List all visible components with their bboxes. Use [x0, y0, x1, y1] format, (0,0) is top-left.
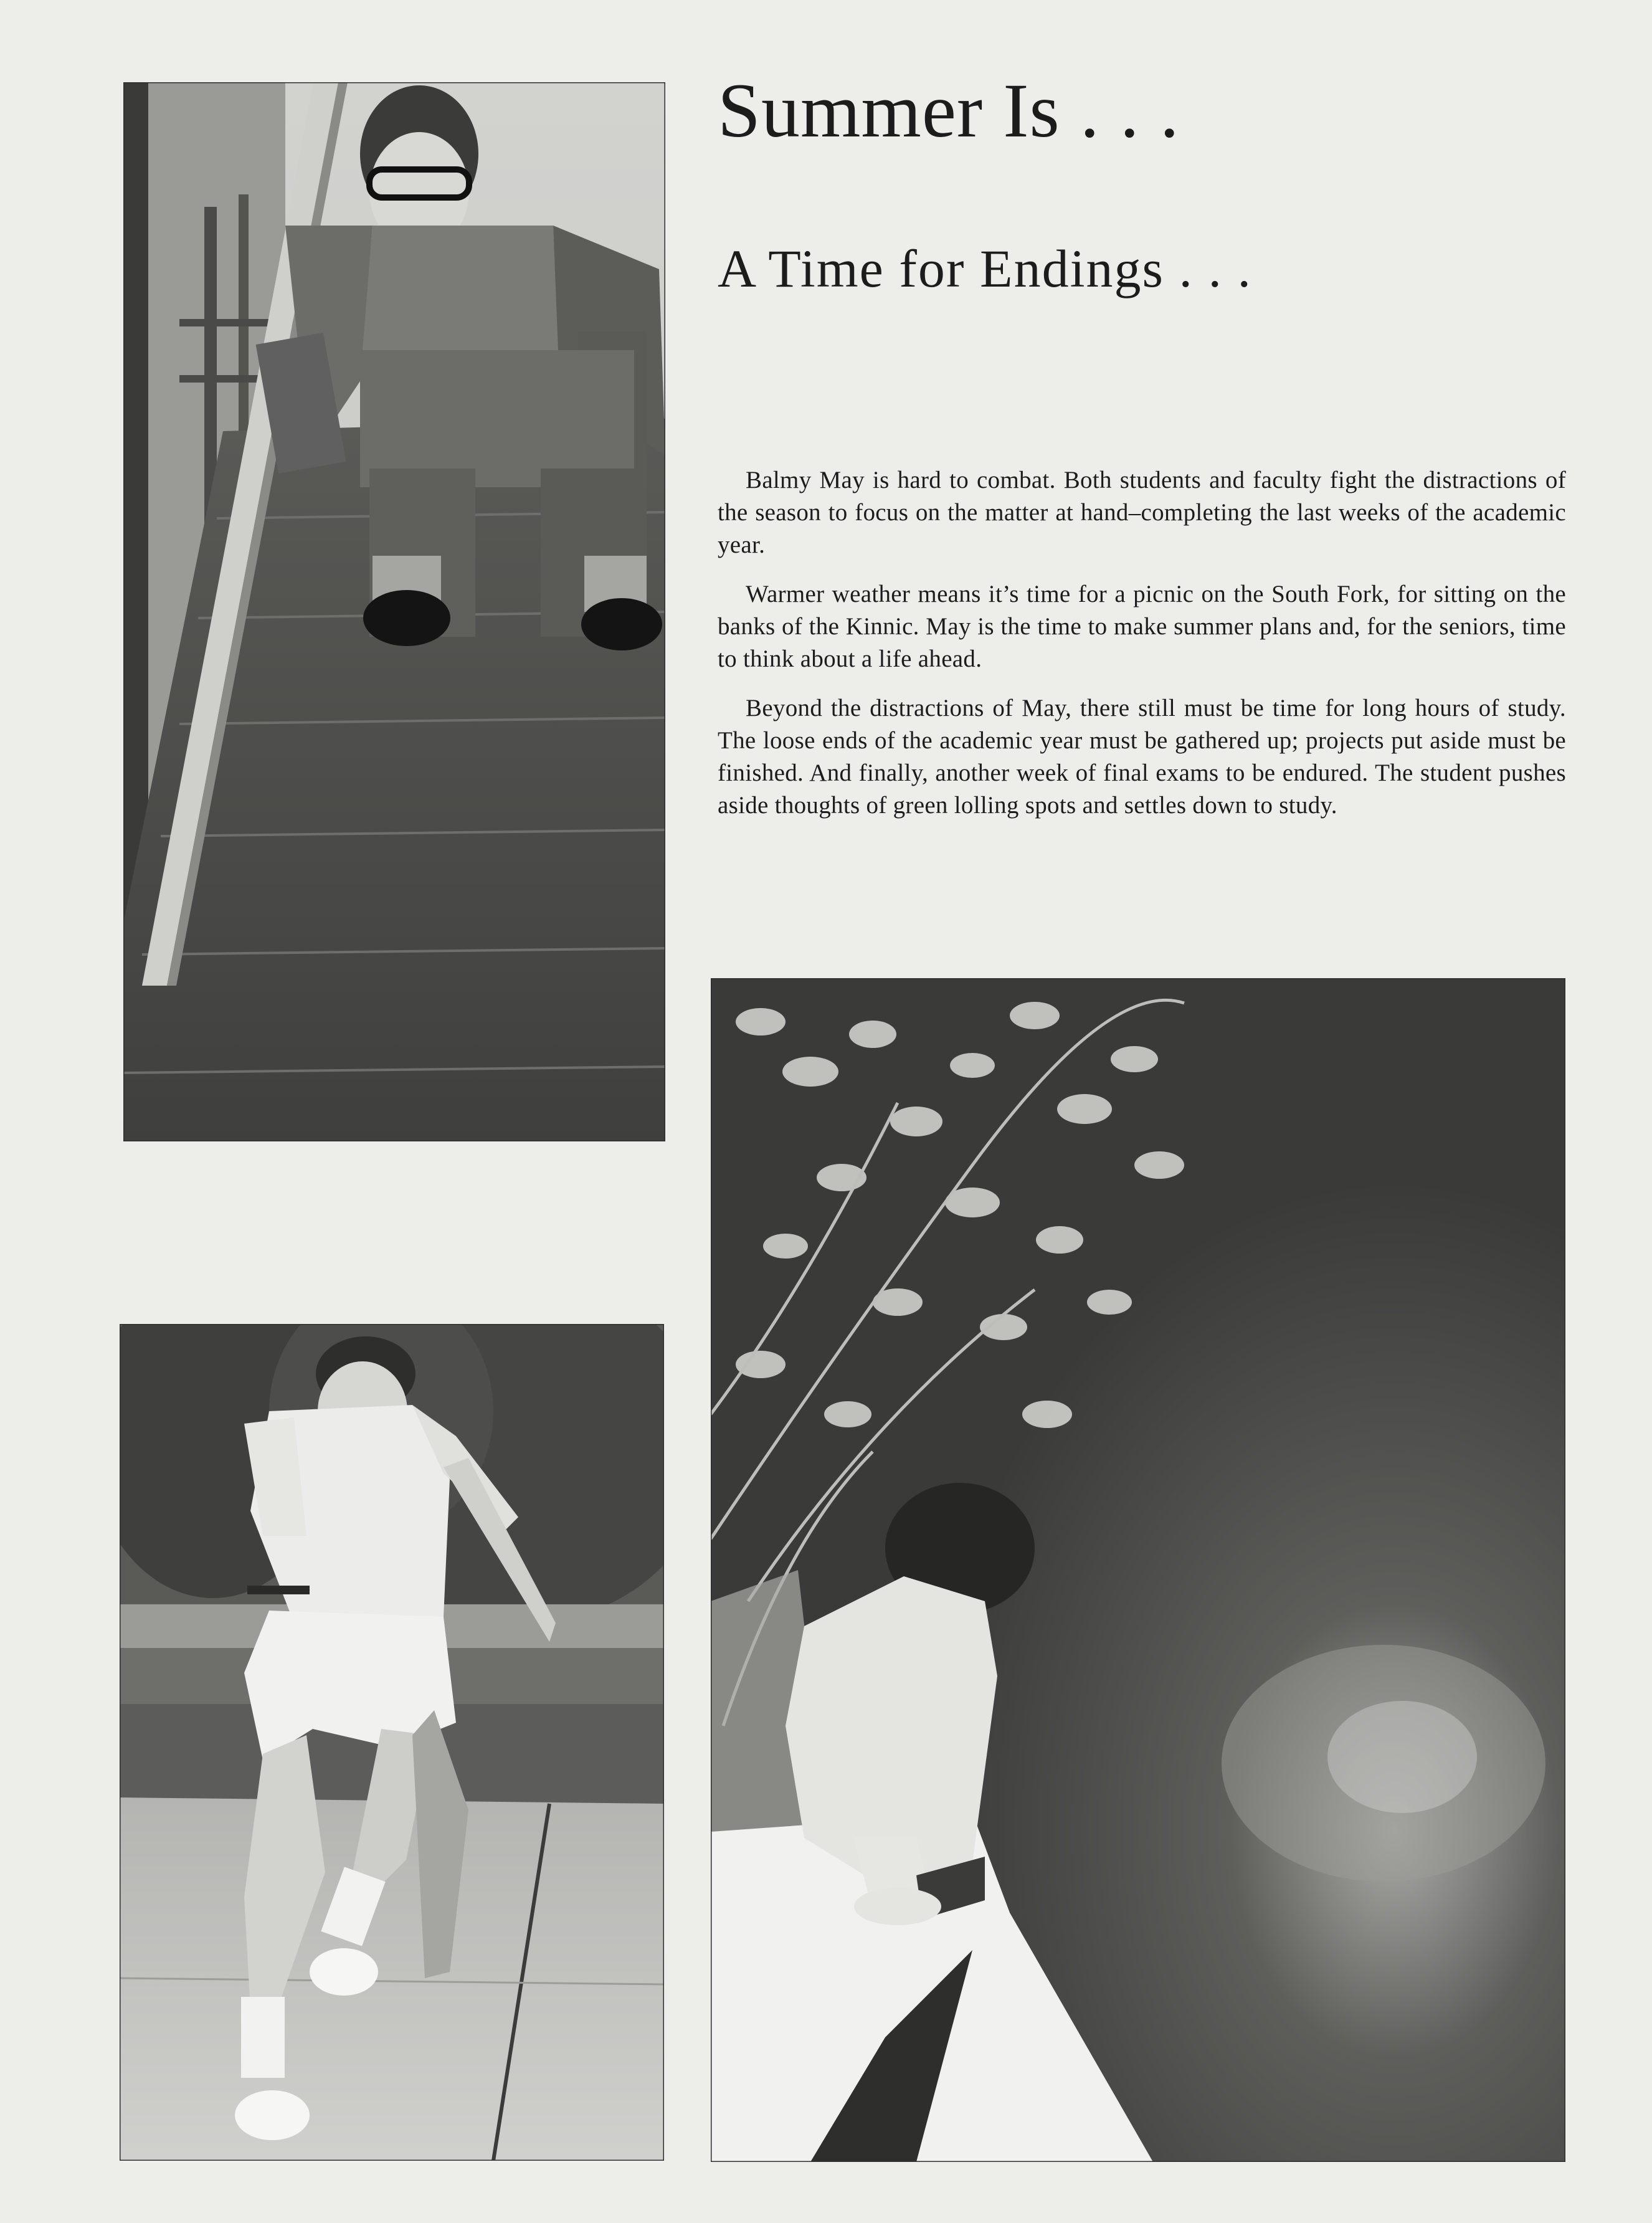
article-paragraph: Beyond the distractions of May, there still must be time for long hours of study. The loose ends of the academic year must be gathered up; projects put aside must be finished. And finally, another week of final exams to be endured. The student pushes aside thoughts of green lolling spots and settles down to study. — [718, 695, 1566, 819]
article-paragraph: Warmer weather means it’s time for a picnic on the South Fork, for sitting on the banks of the Kinnic. May is the time to make summer plans and, for the seniors, time to think about a life ahead. — [718, 581, 1566, 672]
page-title: Summer Is . . . — [718, 68, 1180, 153]
photo-tennis-player — [120, 1324, 664, 2161]
photo-student-by-river — [711, 978, 1565, 2162]
article-body — [718, 464, 1566, 839]
photo-student-reading-on-stairs — [123, 82, 665, 1141]
article-paragraph: Balmy May is hard to combat. Both students and faculty fight the distractions of the season to focus on the matter at hand–completing the last weeks of the academic year. — [718, 467, 1566, 558]
page-subtitle: A Time for Endings . . . — [718, 239, 1252, 298]
